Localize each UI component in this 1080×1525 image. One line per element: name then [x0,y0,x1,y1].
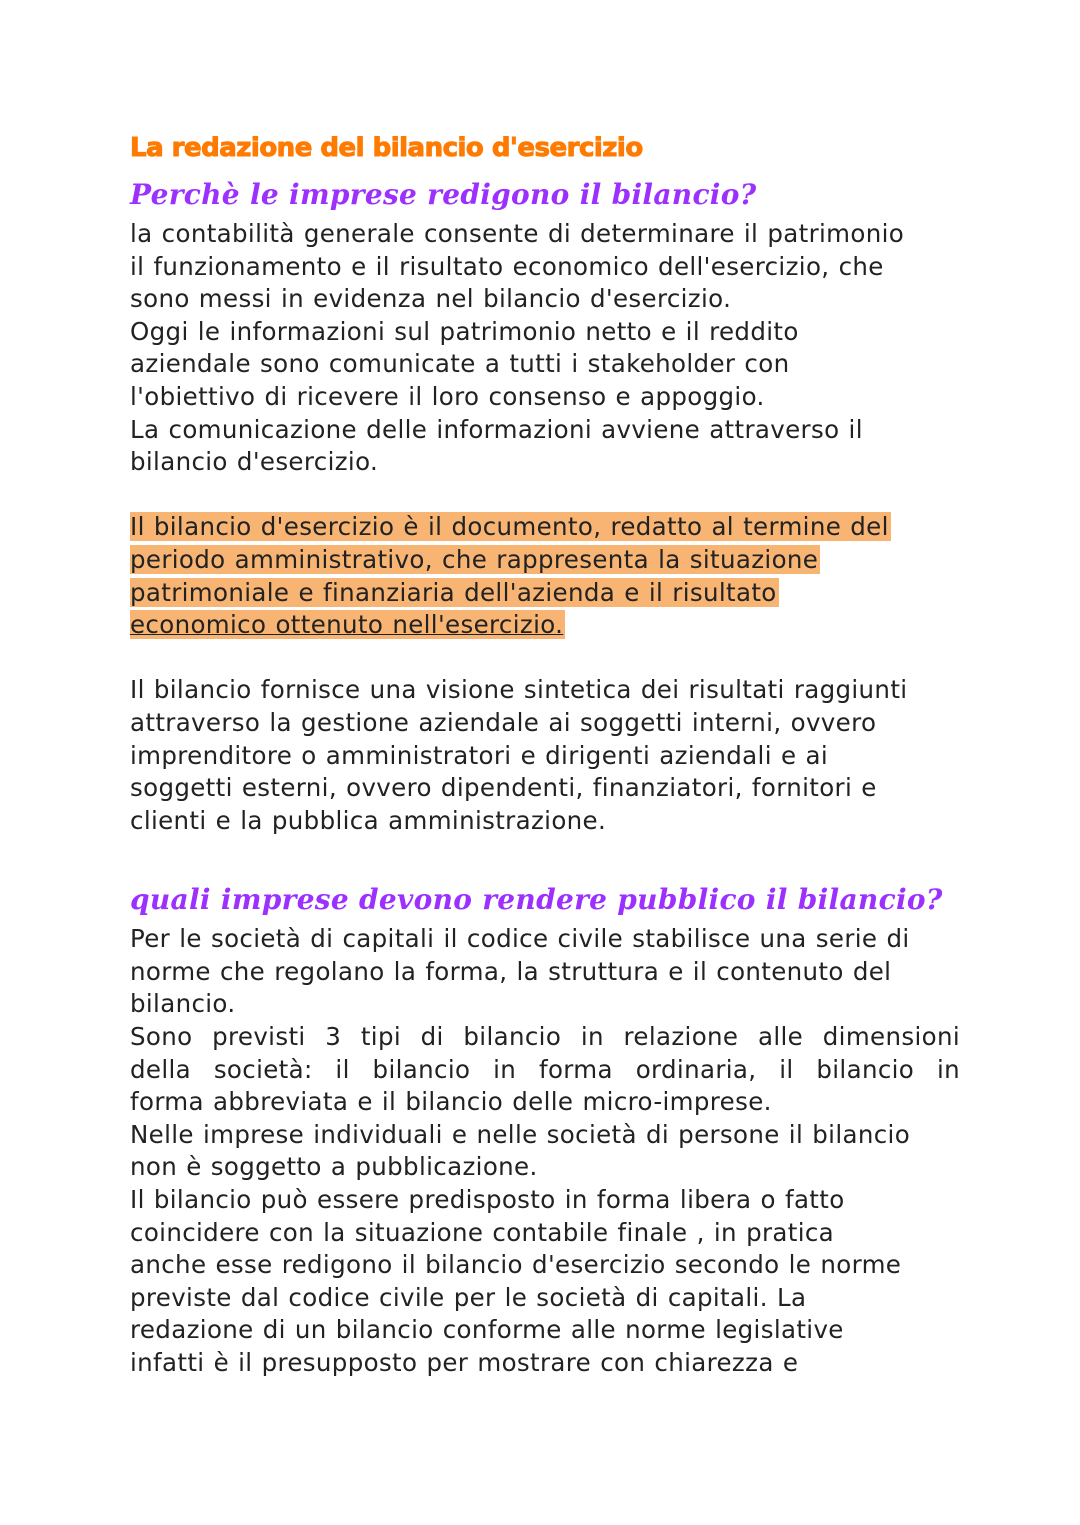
section-gap [130,837,960,877]
paragraph-capital-companies [130,923,960,1021]
highlighted-line: periodo amministrativo, che rappresenta la situazione [130,544,819,574]
paragraph-balance-types [130,1021,960,1119]
text-line: Il bilancio può essere predisposto in forma libera o fatto [130,1185,845,1215]
text-line: redazione di un bilancio conforme alle norme legislative [130,1315,844,1345]
text-line: anche esse redigono il bilancio d'esercizio secondo le norme [130,1250,902,1280]
text-line: l'obiettivo di ricevere il loro consenso e appoggio. [130,381,765,411]
highlighted-line: economico ottenuto nell'esercizio. [130,610,564,640]
text-line: la contabilità generale consente di determinare il patrimonio [130,219,905,248]
text-line: della società: il bilancio in forma ordinaria, il bilancio in [130,1054,960,1084]
paragraph-synthetic-view [130,674,960,837]
text-line: Per le società di capitali il codice civile stabilisce una serie di [130,924,910,954]
text-line: bilancio d'esercizio. [130,447,379,477]
text-line: attraverso la gestione aziendale ai soggetti interni, ovvero [130,707,877,737]
section-heading-which: quali imprese devono rendere pubblico il bilancio? [130,883,943,917]
text-line: coincidere con la situazione contabile finale , in pratica [130,1217,835,1247]
section-heading-why: Perchè le imprese redigono il bilancio? [130,178,757,211]
text-line: Oggi le informazioni sul patrimonio netto e il reddito [130,316,799,346]
text-line: forma abbreviata e il bilancio delle micro-imprese. [130,1087,772,1117]
highlighted-line: Il bilancio d'esercizio è il documento, redatto al termine del [130,512,889,542]
text-line: non è soggetto a pubblicazione. [130,1152,538,1182]
text-line: soggetti esterni, ovvero dipendenti, finanziatori, fornitori e [130,773,877,803]
text-line: clienti e la pubblica amministrazione. [130,805,607,835]
text-line: sono messi in evidenza nel bilancio d'esercizio. [130,284,732,314]
paragraph-accounting-intro [130,218,960,479]
paragraph-individual-companies [130,1119,960,1380]
text-line: Il bilancio fornisce una visione sintetica dei risultati raggiunti [130,675,908,705]
text-line: bilancio. [130,989,236,1019]
document-page [130,128,960,1380]
text-line: aziendale sono comunicate a tutti i stakeholder con [130,349,790,379]
text-line: imprenditore o amministratori e dirigenti aziendali e ai [130,740,829,770]
text-line: previste dal codice civile per le società di capitali. La [130,1282,807,1312]
text-line: La comunicazione delle informazioni avviene attraverso il [130,414,863,444]
document-title: La redazione del bilancio d'esercizio [130,133,643,163]
text-line: il funzionamento e il risultato economico dell'esercizio, che [130,251,884,281]
paragraph-gap [130,479,960,512]
text-line: Sono previsti 3 tipi di bilancio in relazione alle dimensioni [130,1022,960,1052]
text-line: norme che regolano la forma, la struttura e il contenuto del [130,956,892,986]
text-line: Nelle imprese individuali e nelle società di persone il bilancio [130,1119,911,1149]
paragraph-gap [130,642,960,675]
text-line: infatti è il presupposto per mostrare con chiarezza e [130,1348,799,1377]
highlighted-definition [130,511,960,641]
highlighted-line: patrimoniale e finanziaria dell'azienda e il risultato [130,577,777,607]
